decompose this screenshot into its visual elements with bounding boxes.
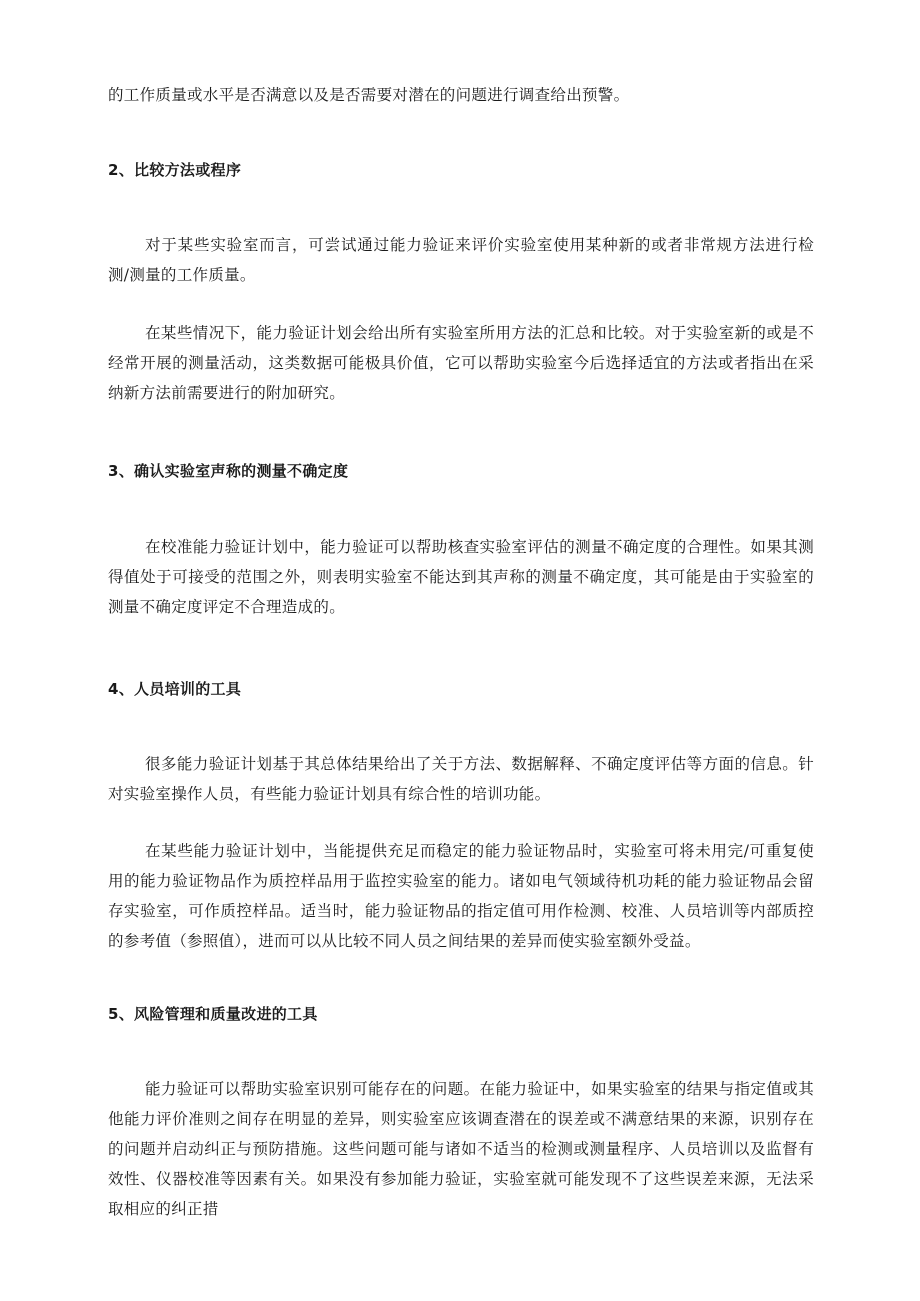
paragraph-compare-methods-2: 在某些情况下，能力验证计划会给出所有实验室所用方法的汇总和比较。对于实验室新的或是不经常开展的测量活动，这类数据可能极具价值，它可以帮助实验室今后选择适宜的方法或者指出在采纳新方法前需要进行的附加研究。 bbox=[108, 324, 814, 402]
paragraph-compare-methods-1: 对于某些实验室而言，可尝试通过能力验证来评价实验室使用某种新的或者非常规方法进行检测/测量的工作质量。 bbox=[108, 236, 814, 284]
heading-compare-methods: 2、比较方法或程序 bbox=[108, 161, 242, 179]
paragraph-training-1: 很多能力验证计划基于其总体结果给出了关于方法、数据解释、不确定度评估等方面的信息。针对实验室操作人员，有些能力验证计划具有综合性的培训功能。 bbox=[108, 755, 814, 803]
paragraph-training-2: 在某些能力验证计划中，当能提供充足而稳定的能力验证物品时，实验室可将未用完/可重复使用的能力验证物品作为质控样品用于监控实验室的能力。诸如电气领域待机功耗的能力验证物品会留存实验室，可作质控样品。适当时，能力验证物品的指定值可用作检测、校准、人员培训等内部质控的参考值（参照值），进而可以从比较不同人员之间结果的差异而使实验室额外受益。 bbox=[108, 842, 814, 950]
paragraph-continued: 的工作质量或水平是否满意以及是否需要对潜在的问题进行调查给出预警。 bbox=[108, 86, 630, 104]
heading-uncertainty: 3、确认实验室声称的测量不确定度 bbox=[108, 462, 349, 480]
paragraph-risk-management: 能力验证可以帮助实验室识别可能存在的问题。在能力验证中，如果实验室的结果与指定值或其他能力评价准则之间存在明显的差异，则实验室应该调查潜在的误差或不满意结果的来源，识别存在的问题并启动纠正与预防措施。这些问题可能与诸如不适当的检测或测量程序、人员培训以及监督有效性、仪器校准等因素有关。如果没有参加能力验证，实验室就可能发现不了这些误差来源，无法采取相应的纠正措 bbox=[108, 1080, 814, 1218]
heading-training: 4、人员培训的工具 bbox=[108, 680, 242, 698]
paragraph-uncertainty: 在校准能力验证计划中，能力验证可以帮助核查实验室评估的测量不确定度的合理性。如果其测得值处于可接受的范围之外，则表明实验室不能达到其声称的测量不确定度，其可能是由于实验室的测量不确定度评定不合理造成的。 bbox=[108, 538, 814, 616]
heading-risk-management: 5、风险管理和质量改进的工具 bbox=[108, 1005, 318, 1023]
